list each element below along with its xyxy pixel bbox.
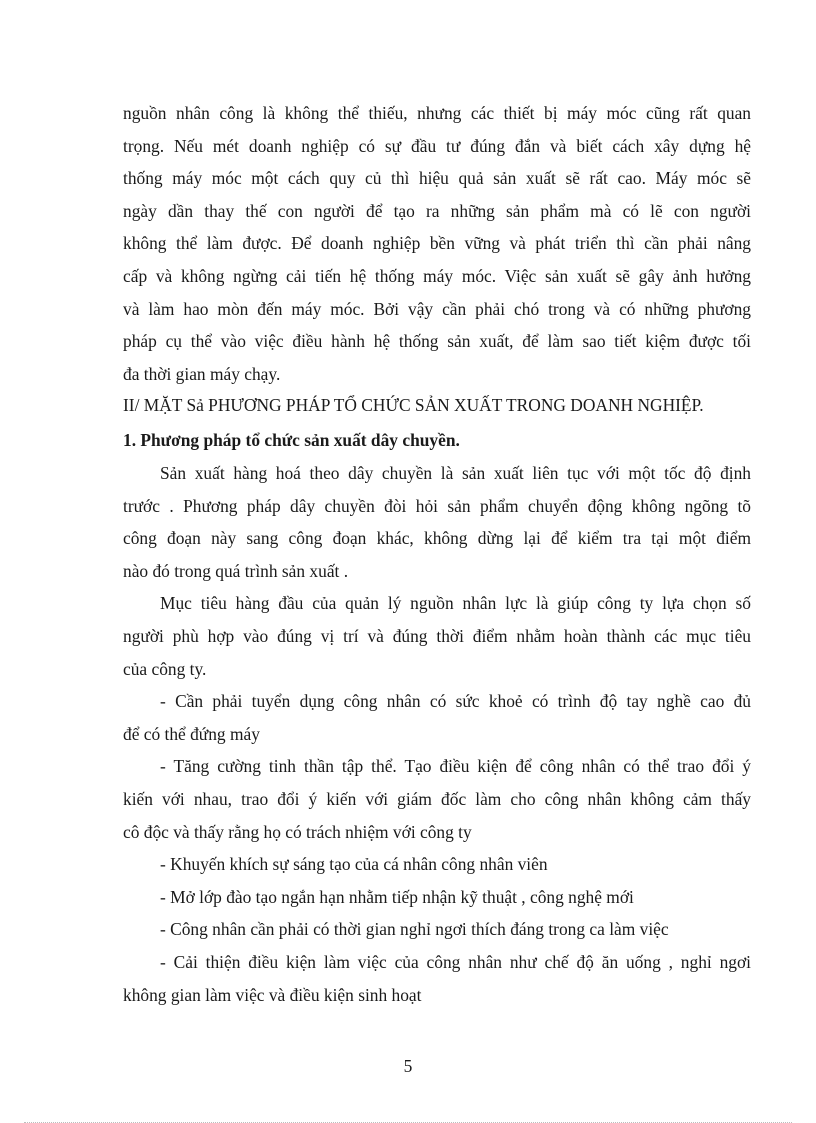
text-line: Mục tiêu hàng đầu của quản lý nguồn nhân lực là giúp công ty lựa chọn số: [160, 593, 751, 614]
bullet-line: không gian làm việc và điều kiện sinh hoạt: [123, 984, 422, 1005]
subsection-heading: 1. Phương pháp tổ chức sản xuất dây chuyền.: [123, 430, 460, 450]
paragraph-machinery: [123, 97, 751, 390]
bullet-line: - Công nhân cần phải có thời gian nghỉ ngơi thích đáng trong ca làm việc: [160, 919, 669, 940]
bullet-line: cô độc và thấy rằng họ có trách nhiệm với công ty: [123, 821, 472, 842]
body-text: [123, 457, 751, 1011]
section-heading: II/ MẶT Sả PHƯƠNG PHÁP TỔ CHỨC SẢN XUẤT TRONG DOANH NGHIỆP.: [123, 395, 704, 415]
text-line: và làm hao mòn đến máy móc. Bởi vậy cần phải chó trong và có những phương: [123, 298, 751, 319]
text-line: trọng. Nếu mét doanh nghiệp có sự đầu tư đúng đắn và biết cách xây dựng hệ: [123, 135, 751, 156]
text-line: cấp và không ngừng cải tiến hệ thống máy móc. Việc sản xuất sẽ gây ảnh hưởng: [123, 265, 751, 286]
text-line: người phù hợp vào đúng vị trí và đúng thời điểm nhằm hoàn thành các mục tiêu: [123, 625, 751, 646]
text-line: thống máy móc một cách quy củ thì hiệu quả sản xuất sẽ rất cao. Máy móc sẽ: [123, 168, 751, 189]
bullet-line: - Tăng cường tinh thần tập thể. Tạo điều kiện để công nhân có thể trao đổi ý: [160, 756, 751, 777]
bullet-line: - Mở lớp đào tạo ngắn hạn nhằm tiếp nhận kỹ thuật , công nghệ mới: [160, 886, 634, 907]
bullet-line: kiến với nhau, trao đổi ý kiến với giám đốc làm cho công nhân không cảm thấy: [123, 788, 751, 809]
text-line: của công ty.: [123, 658, 207, 679]
bullet-line: - Cải thiện điều kiện làm việc của công nhân như chế độ ăn uống , nghỉ ngơi: [160, 951, 751, 972]
bullet-line: - Cần phải tuyển dụng công nhân có sức khoẻ có trình độ tay nghề cao đủ: [160, 691, 751, 712]
text-line: Sản xuất hàng hoá theo dây chuyền là sản xuất liên tục với một tốc độ định: [160, 463, 751, 483]
text-line: pháp cụ thể vào việc điều hành hệ thống sản xuất, để làm sao tiết kiệm được tối: [123, 331, 751, 352]
page-number: 5: [403, 1056, 413, 1076]
text-line: nào đó trong quá trình sản xuất .: [123, 560, 349, 581]
text-line: công đoạn này sang công đoạn khác, không dừng lại để kiểm tra tại một điểm: [123, 528, 751, 549]
bullet-line: - Khuyến khích sự sáng tạo của cá nhân công nhân viên: [160, 854, 548, 875]
bullet-line: để có thể đứng máy: [123, 723, 260, 744]
text-line: trước . Phương pháp dây chuyền đòi hỏi sản phẩm chuyển động không ngõng tõ: [123, 495, 751, 516]
text-line: đa thời gian máy chạy.: [123, 363, 281, 384]
text-line: không thể làm được. Để doanh nghiệp bền vững và phát triển thì cần phải nâng: [123, 233, 751, 254]
text-line: nguồn nhân công là không thể thiếu, nhưng các thiết bị máy móc cũng rất quan: [123, 103, 751, 123]
text-line: ngày dần thay thế con người để tạo ra những sản phẩm mà có lẽ con người: [123, 200, 751, 221]
